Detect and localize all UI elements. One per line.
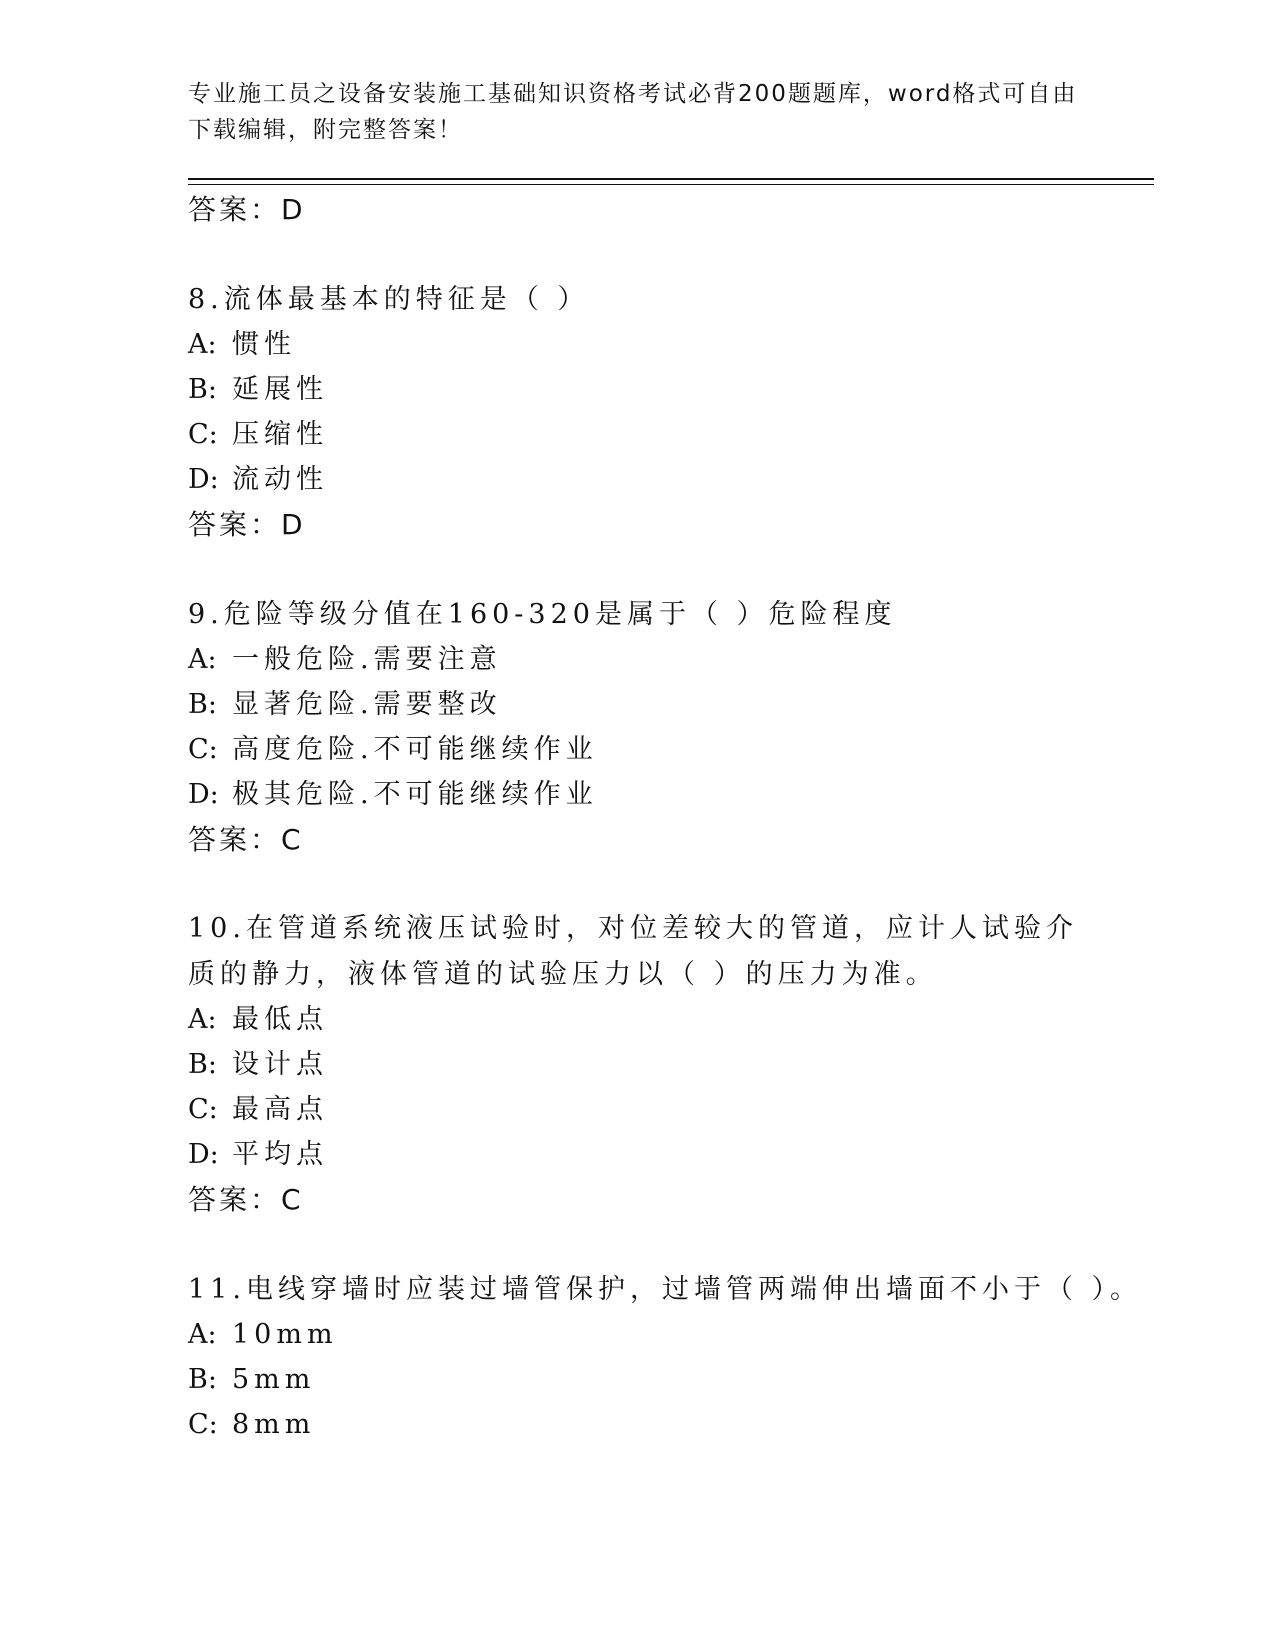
option-label: D: — [188, 779, 219, 810]
option-label: C: — [188, 1409, 218, 1440]
previous-answer: 答案：D — [188, 193, 306, 226]
option-a — [188, 644, 502, 676]
option-text: 延展性 — [232, 374, 328, 405]
option-text: 5mm — [232, 1364, 316, 1395]
question-stem: 11.电线穿墙时应装过墙管保护，过墙管两端伸出墙面不小于（ ）。 — [188, 1274, 1143, 1305]
option-a — [188, 1004, 328, 1036]
option-c — [188, 419, 328, 451]
option-label: B: — [188, 1049, 217, 1080]
option-d — [188, 1139, 328, 1171]
option-label: A: — [188, 1319, 217, 1350]
option-text: 高度危险.不可能继续作业 — [232, 734, 598, 765]
option-text: 压缩性 — [232, 419, 328, 450]
option-label: C: — [188, 734, 218, 765]
answer: 答案：C — [188, 823, 304, 856]
document-header: 专业施工员之设备安装施工基础知识资格考试必背200题题库，word格式可自由下载编辑，附完整答案！ — [188, 81, 1078, 143]
option-label: D: — [188, 464, 219, 495]
option-label: A: — [188, 644, 217, 675]
option-label: B: — [188, 689, 217, 720]
option-label: B: — [188, 1364, 217, 1395]
option-b — [188, 374, 328, 406]
answer: 答案：C — [188, 1183, 304, 1216]
option-c — [188, 734, 598, 766]
option-text: 平均点 — [232, 1139, 328, 1170]
option-b — [188, 1049, 328, 1081]
question-stem: 10.在管道系统液压试验时，对位差较大的管道，应计人试验介质的静力，液体管道的试验压力以（ ）的压力为准。 — [188, 913, 1078, 990]
option-label: C: — [188, 1094, 218, 1125]
option-b — [188, 1364, 315, 1396]
option-text: 最低点 — [232, 1004, 328, 1035]
question-stem: 8.流体最基本的特征是（ ） — [188, 284, 590, 315]
option-text: 8mm — [232, 1409, 316, 1440]
option-text: 最高点 — [232, 1094, 328, 1125]
option-d — [188, 779, 598, 811]
option-text: 一般危险.需要注意 — [232, 644, 502, 675]
option-d — [188, 464, 328, 496]
answer: 答案：D — [188, 508, 306, 541]
question-stem: 9.危险等级分值在160-320是属于（ ）危险程度 — [188, 599, 897, 630]
option-label: D: — [188, 1139, 219, 1170]
header-rule-thin — [188, 184, 1154, 185]
option-b — [188, 689, 502, 721]
option-a — [188, 329, 296, 361]
option-text: 极其危险.不可能继续作业 — [232, 779, 598, 810]
option-text: 设计点 — [232, 1049, 328, 1080]
option-text: 10mm — [232, 1319, 338, 1350]
option-text: 流动性 — [232, 464, 328, 495]
option-text: 惯性 — [232, 329, 296, 360]
option-a — [188, 1319, 338, 1351]
header-rule-thick — [188, 178, 1154, 180]
option-label: A: — [188, 1004, 217, 1035]
option-text: 显著危险.需要整改 — [232, 689, 502, 720]
option-label: B: — [188, 374, 217, 405]
option-c — [188, 1094, 328, 1126]
option-c — [188, 1409, 315, 1441]
option-label: C: — [188, 419, 218, 450]
option-label: A: — [188, 329, 217, 360]
